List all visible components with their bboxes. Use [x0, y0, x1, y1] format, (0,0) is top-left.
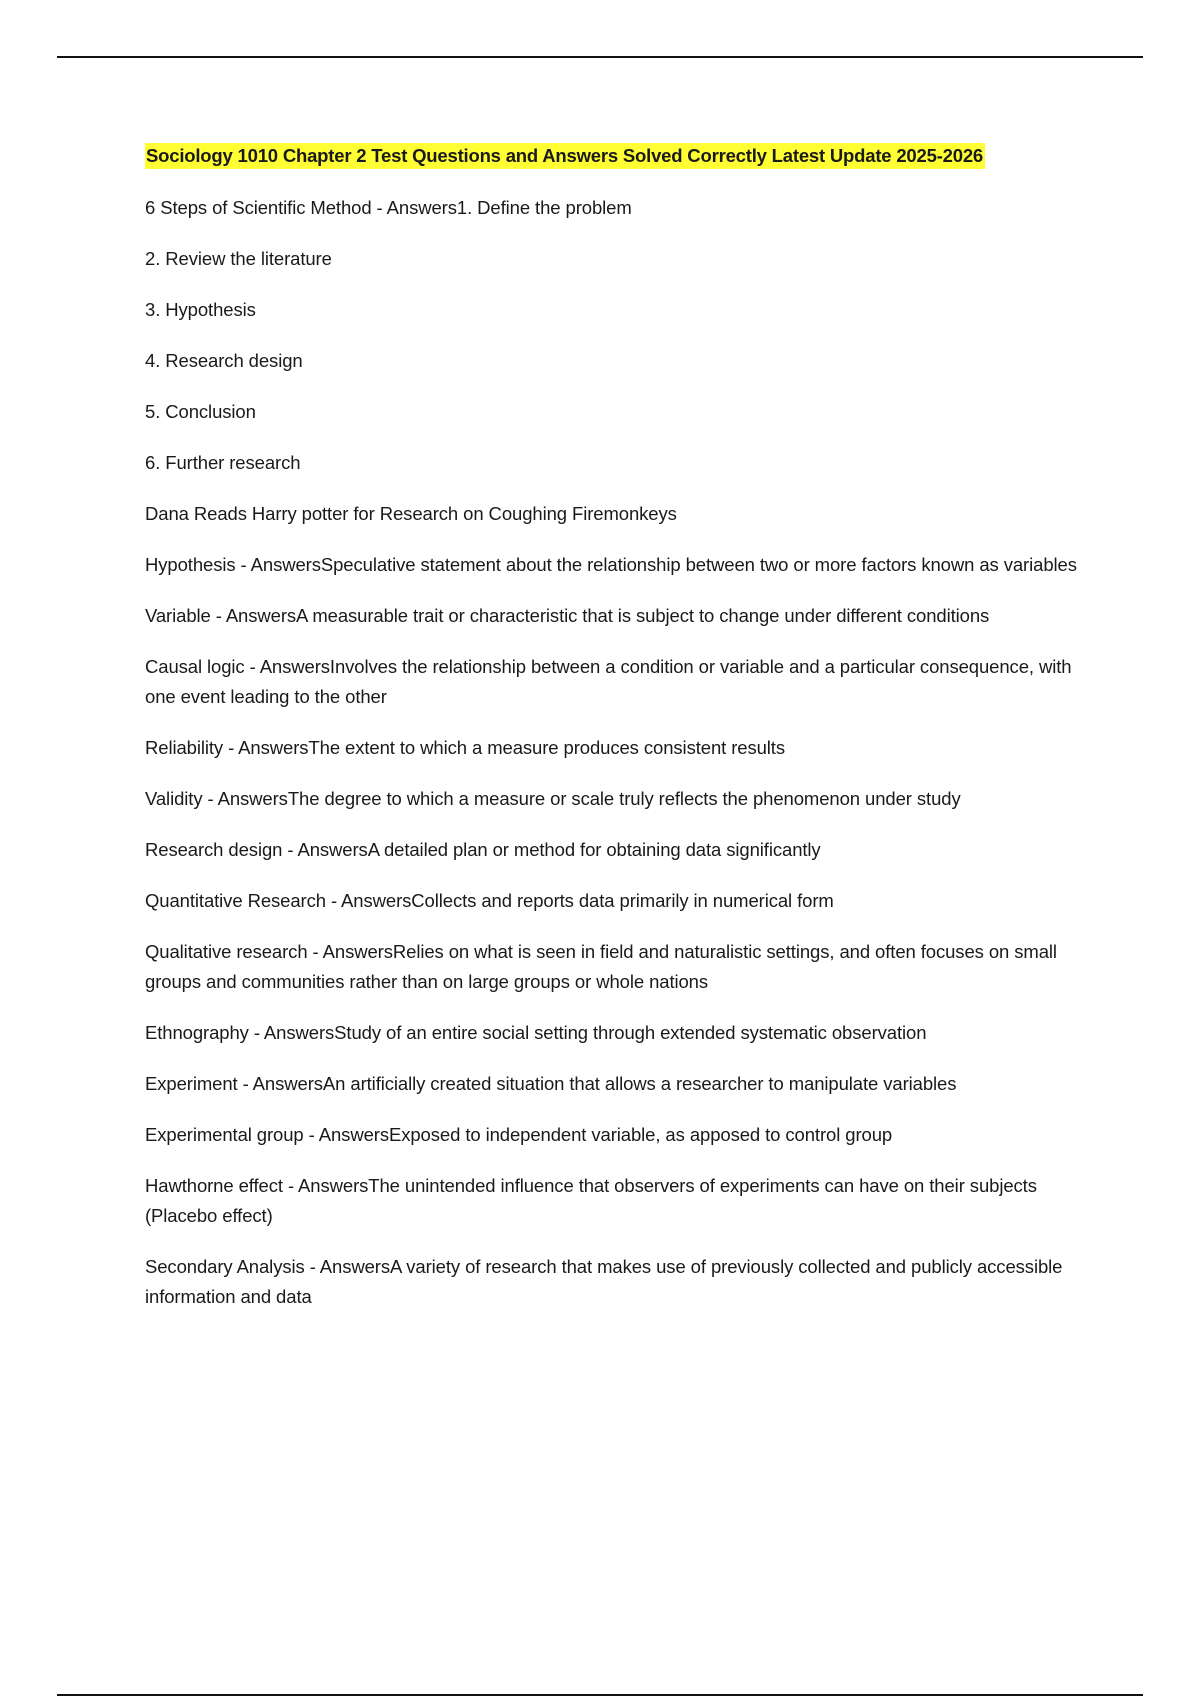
list-item: Hawthorne effect - AnswersThe unintended influence that observers of experiments can have on their subjects (Placebo effect): [145, 1175, 1037, 1226]
document-title: Sociology 1010 Chapter 2 Test Questions and Answers Solved Correctly Latest Update 2025-2026: [145, 143, 985, 169]
top-divider: [57, 56, 1143, 58]
document-body: [145, 143, 1080, 1333]
list-item: Qualitative research - AnswersRelies on what is seen in field and naturalistic settings, and often focuses on small groups and communities rather than on large groups or whole nations: [145, 941, 1057, 992]
list-item: 3. Hypothesis: [145, 299, 256, 320]
list-item: Validity - AnswersThe degree to which a measure or scale truly reflects the phenomenon under study: [145, 788, 961, 809]
list-item: Variable - AnswersA measurable trait or characteristic that is subject to change under different conditions: [145, 605, 990, 626]
list-item: 6 Steps of Scientific Method - Answers1. Define the problem: [145, 197, 632, 218]
list-item: 4. Research design: [145, 350, 303, 371]
list-item: Research design - AnswersA detailed plan or method for obtaining data significantly: [145, 839, 821, 860]
list-item: Dana Reads Harry potter for Research on Coughing Firemonkeys: [145, 503, 677, 524]
list-item: Hypothesis - AnswersSpeculative statement about the relationship between two or more factors known as variables: [145, 554, 1077, 575]
list-item: Secondary Analysis - AnswersA variety of research that makes use of previously collected and publicly accessible information and data: [145, 1256, 1063, 1307]
list-item: 5. Conclusion: [145, 401, 256, 422]
list-item: Causal logic - AnswersInvolves the relationship between a condition or variable and a particular consequence, with one event leading to the other: [145, 656, 1072, 707]
list-item: Ethnography - AnswersStudy of an entire social setting through extended systematic observation: [145, 1022, 927, 1043]
entry-list: [145, 193, 1080, 1312]
list-item: 6. Further research: [145, 452, 301, 473]
list-item: 2. Review the literature: [145, 248, 332, 269]
list-item: Experimental group - AnswersExposed to independent variable, as apposed to control group: [145, 1124, 893, 1145]
list-item: Experiment - AnswersAn artificially created situation that allows a researcher to manipulate variables: [145, 1073, 957, 1094]
list-item: Reliability - AnswersThe extent to which a measure produces consistent results: [145, 737, 785, 758]
list-item: Quantitative Research - AnswersCollects and reports data primarily in numerical form: [145, 890, 834, 911]
bottom-divider: [57, 1694, 1143, 1696]
